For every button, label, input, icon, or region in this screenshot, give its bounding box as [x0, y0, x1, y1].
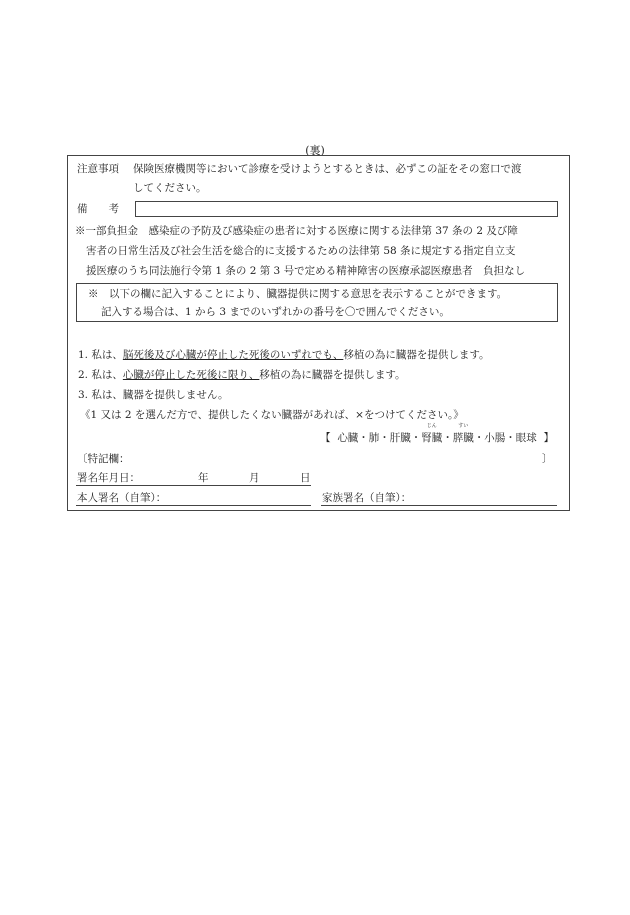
back-side-label: (裏) — [305, 144, 325, 157]
notes-line-2: してください。 — [133, 182, 207, 194]
sign-day-label: 日 — [300, 472, 311, 484]
organ-list-part-1[interactable]: 心臓・肺・肝臓・ — [337, 432, 422, 444]
organ-notice-line-2: 記入する場合は、1 から 3 までのいずれかの番号を〇で囲んでください。 — [101, 306, 450, 318]
pancreas-label: 膵臓 — [452, 432, 474, 444]
special-notes-close: 〕 — [542, 453, 553, 465]
sign-month-label: 月 — [249, 472, 260, 484]
organ-notice-line-1: ※ 以下の欄に記入することにより、臓器提供に関する意思を表示することができます。 — [88, 288, 508, 300]
pancreas-ruby: すい — [458, 423, 469, 429]
sign-date-underline[interactable] — [76, 485, 311, 486]
copay-line-3: 援医療のうち同法施行令第 1 条の 2 第 3 号で定める精神障害の医療承認医療患者 負担なし — [86, 265, 526, 277]
copay-line-2: 害者の日常生活及び社会生活を総合的に支援するための法律第 58 条に規定する指定自立支 — [86, 245, 516, 257]
notes-line-1: 保険医療機関等において診療を受けようとするときは、必ずこの証をその窓口で渡 — [133, 163, 522, 175]
option-2-prefix: 2. 私は、 — [78, 369, 123, 381]
option-1-condition: 脳死後及び心臓が停止した死後のいずれでも、 — [122, 349, 344, 361]
special-notes-label: 〔特記欄： — [77, 453, 130, 465]
organ-separator: ・ — [442, 432, 453, 444]
organ-instruction: 《1 又は 2 を選んだ方で、提供したくない臓器があれば、×をつけてください。》 — [80, 409, 464, 421]
option-1-prefix: 1. 私は、 — [78, 349, 123, 361]
option-2[interactable] — [78, 368, 406, 382]
organ-pancreas[interactable] — [452, 423, 474, 445]
memo-label: 備 考 — [77, 203, 119, 215]
organ-list-close-bracket: 】 — [543, 432, 554, 444]
organ-kidney[interactable] — [421, 423, 443, 445]
memo-field[interactable] — [135, 201, 558, 217]
kidney-ruby: じん — [426, 423, 437, 429]
self-signature-field[interactable] — [76, 505, 311, 506]
notes-label: 注意事項 — [77, 163, 119, 175]
option-2-condition: 心臓が停止した死後に限り、 — [122, 369, 260, 381]
organ-list — [320, 423, 554, 445]
sign-year-label: 年 — [198, 472, 209, 484]
special-notes-field[interactable] — [140, 452, 540, 466]
sign-date-label: 署名年月日： — [77, 472, 140, 484]
option-2-suffix: 移植の為に臓器を提供します。 — [259, 369, 406, 381]
organ-list-part-2[interactable]: ・小腸・眼球 — [473, 432, 537, 444]
self-signature-label: 本人署名（自筆）： — [77, 492, 167, 504]
family-signature-label: 家族署名（自筆）： — [322, 492, 412, 504]
option-1[interactable] — [78, 348, 490, 362]
family-signature-field[interactable] — [321, 505, 557, 506]
organ-list-open-bracket: 【 — [320, 432, 331, 444]
option-3[interactable]: 3. 私は、臓器を提供しません。 — [78, 389, 229, 401]
option-1-suffix: 移植の為に臓器を提供します。 — [343, 349, 490, 361]
kidney-label: 腎臓 — [421, 432, 443, 444]
copay-line-1: ※一部負担金 感染症の予防及び感染症の患者に対する医療に関する法律第 37 条の 2 及び障 — [75, 225, 518, 237]
